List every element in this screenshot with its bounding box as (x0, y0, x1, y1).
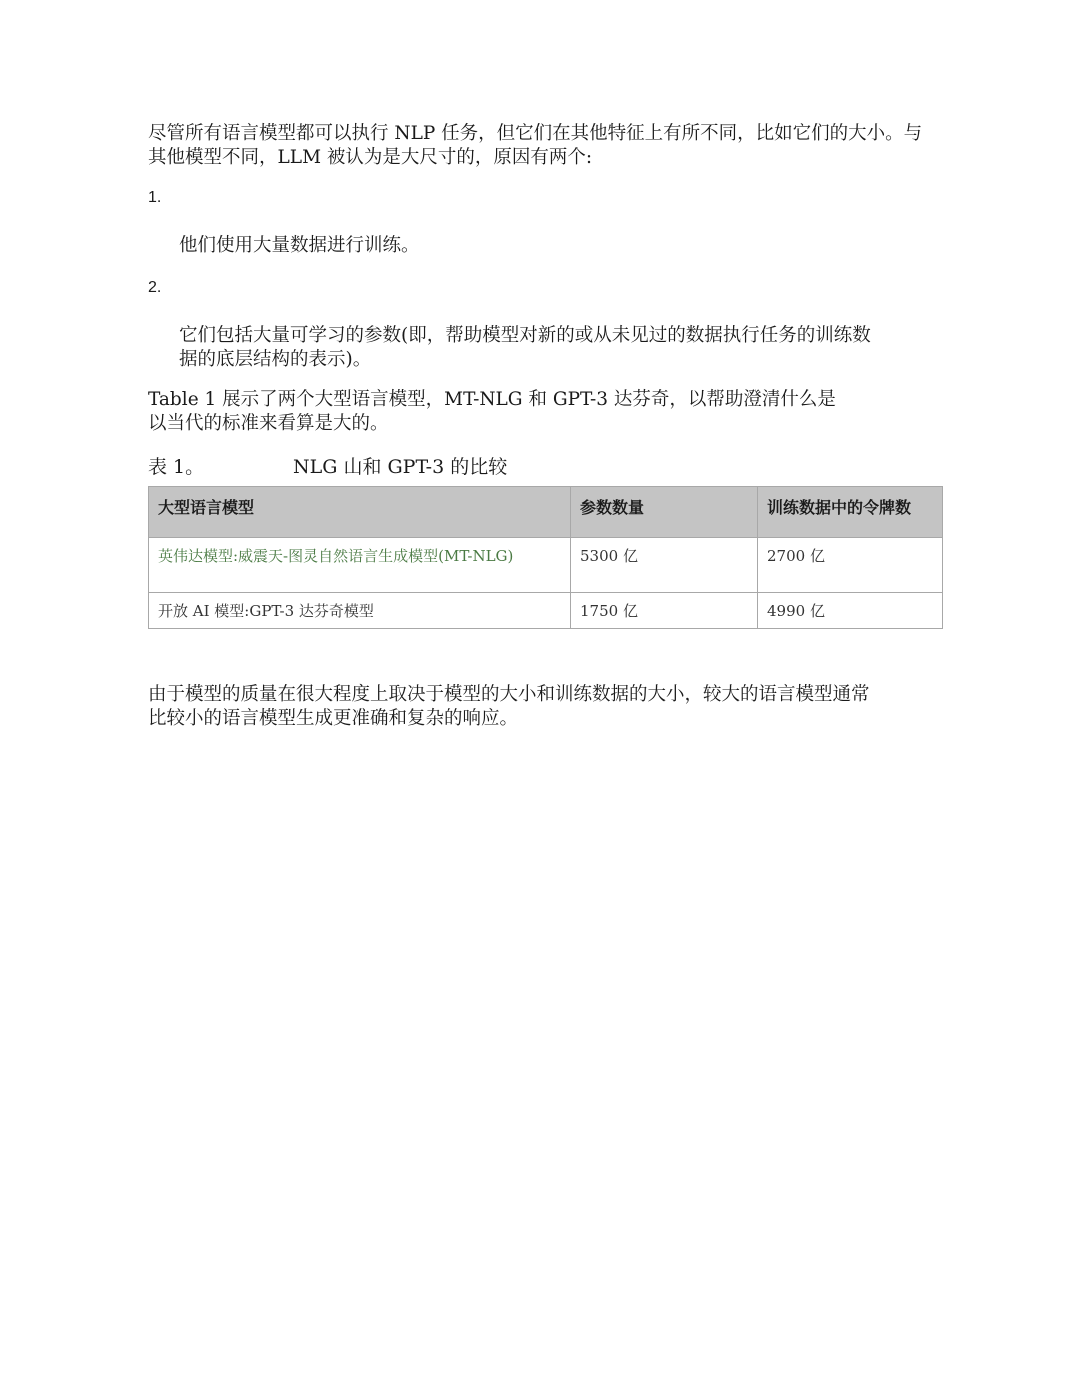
table-caption-title: NLG 山和 GPT-3 的比较 (293, 456, 508, 478)
header-params: 参数数量 (571, 487, 758, 538)
list-item (148, 186, 943, 258)
table-reference-paragraph: Table 1 展示了两个大型语言模型，MT-NLG 和 GPT-3 达芬奇，以帮助澄清什么是 以当代的标准来看算是大的。 (148, 389, 836, 434)
list-text: 它们包括大量可学习的参数(即，帮助模型对新的或从未见过的数据执行任务的训练数 据的底层结构的表示)。 (179, 325, 871, 370)
reasons-list (148, 186, 943, 372)
cell-params: 5300 亿 (571, 538, 758, 593)
cell-model: 英伟达模型:威震天-图灵自然语言生成模型(MT-NLG) (149, 538, 571, 593)
cell-tokens: 4990 亿 (758, 593, 943, 629)
list-number: 2. (148, 279, 162, 296)
table-caption-label: 表 1。 (148, 456, 205, 478)
cell-params: 1750 亿 (571, 593, 758, 629)
list-item (148, 276, 943, 372)
table-row (149, 538, 943, 593)
conclusion-paragraph: 由于模型的质量在很大程度上取决于模型的大小和训练数据的大小，较大的语言模型通常 比较小的语言模型生成更准确和复杂的响应。 (148, 684, 870, 729)
cell-model: 开放 AI 模型:GPT-3 达芬奇模型 (149, 593, 571, 629)
list-text: 他们使用大量数据进行训练。 (179, 235, 420, 256)
comparison-table (148, 486, 943, 629)
document-page (148, 122, 943, 731)
intro-paragraph: 尽管所有语言模型都可以执行 NLP 任务，但它们在其他特征上有所不同，比如它们的大小。与 其他模型不同，LLM 被认为是大尺寸的，原因有两个: (148, 123, 923, 168)
header-tokens: 训练数据中的令牌数 (758, 487, 943, 538)
header-model: 大型语言模型 (149, 487, 571, 538)
cell-tokens: 2700 亿 (758, 538, 943, 593)
table-header-row (149, 487, 943, 538)
table-row (149, 593, 943, 629)
list-number: 1. (148, 189, 162, 206)
table-caption (148, 454, 943, 480)
